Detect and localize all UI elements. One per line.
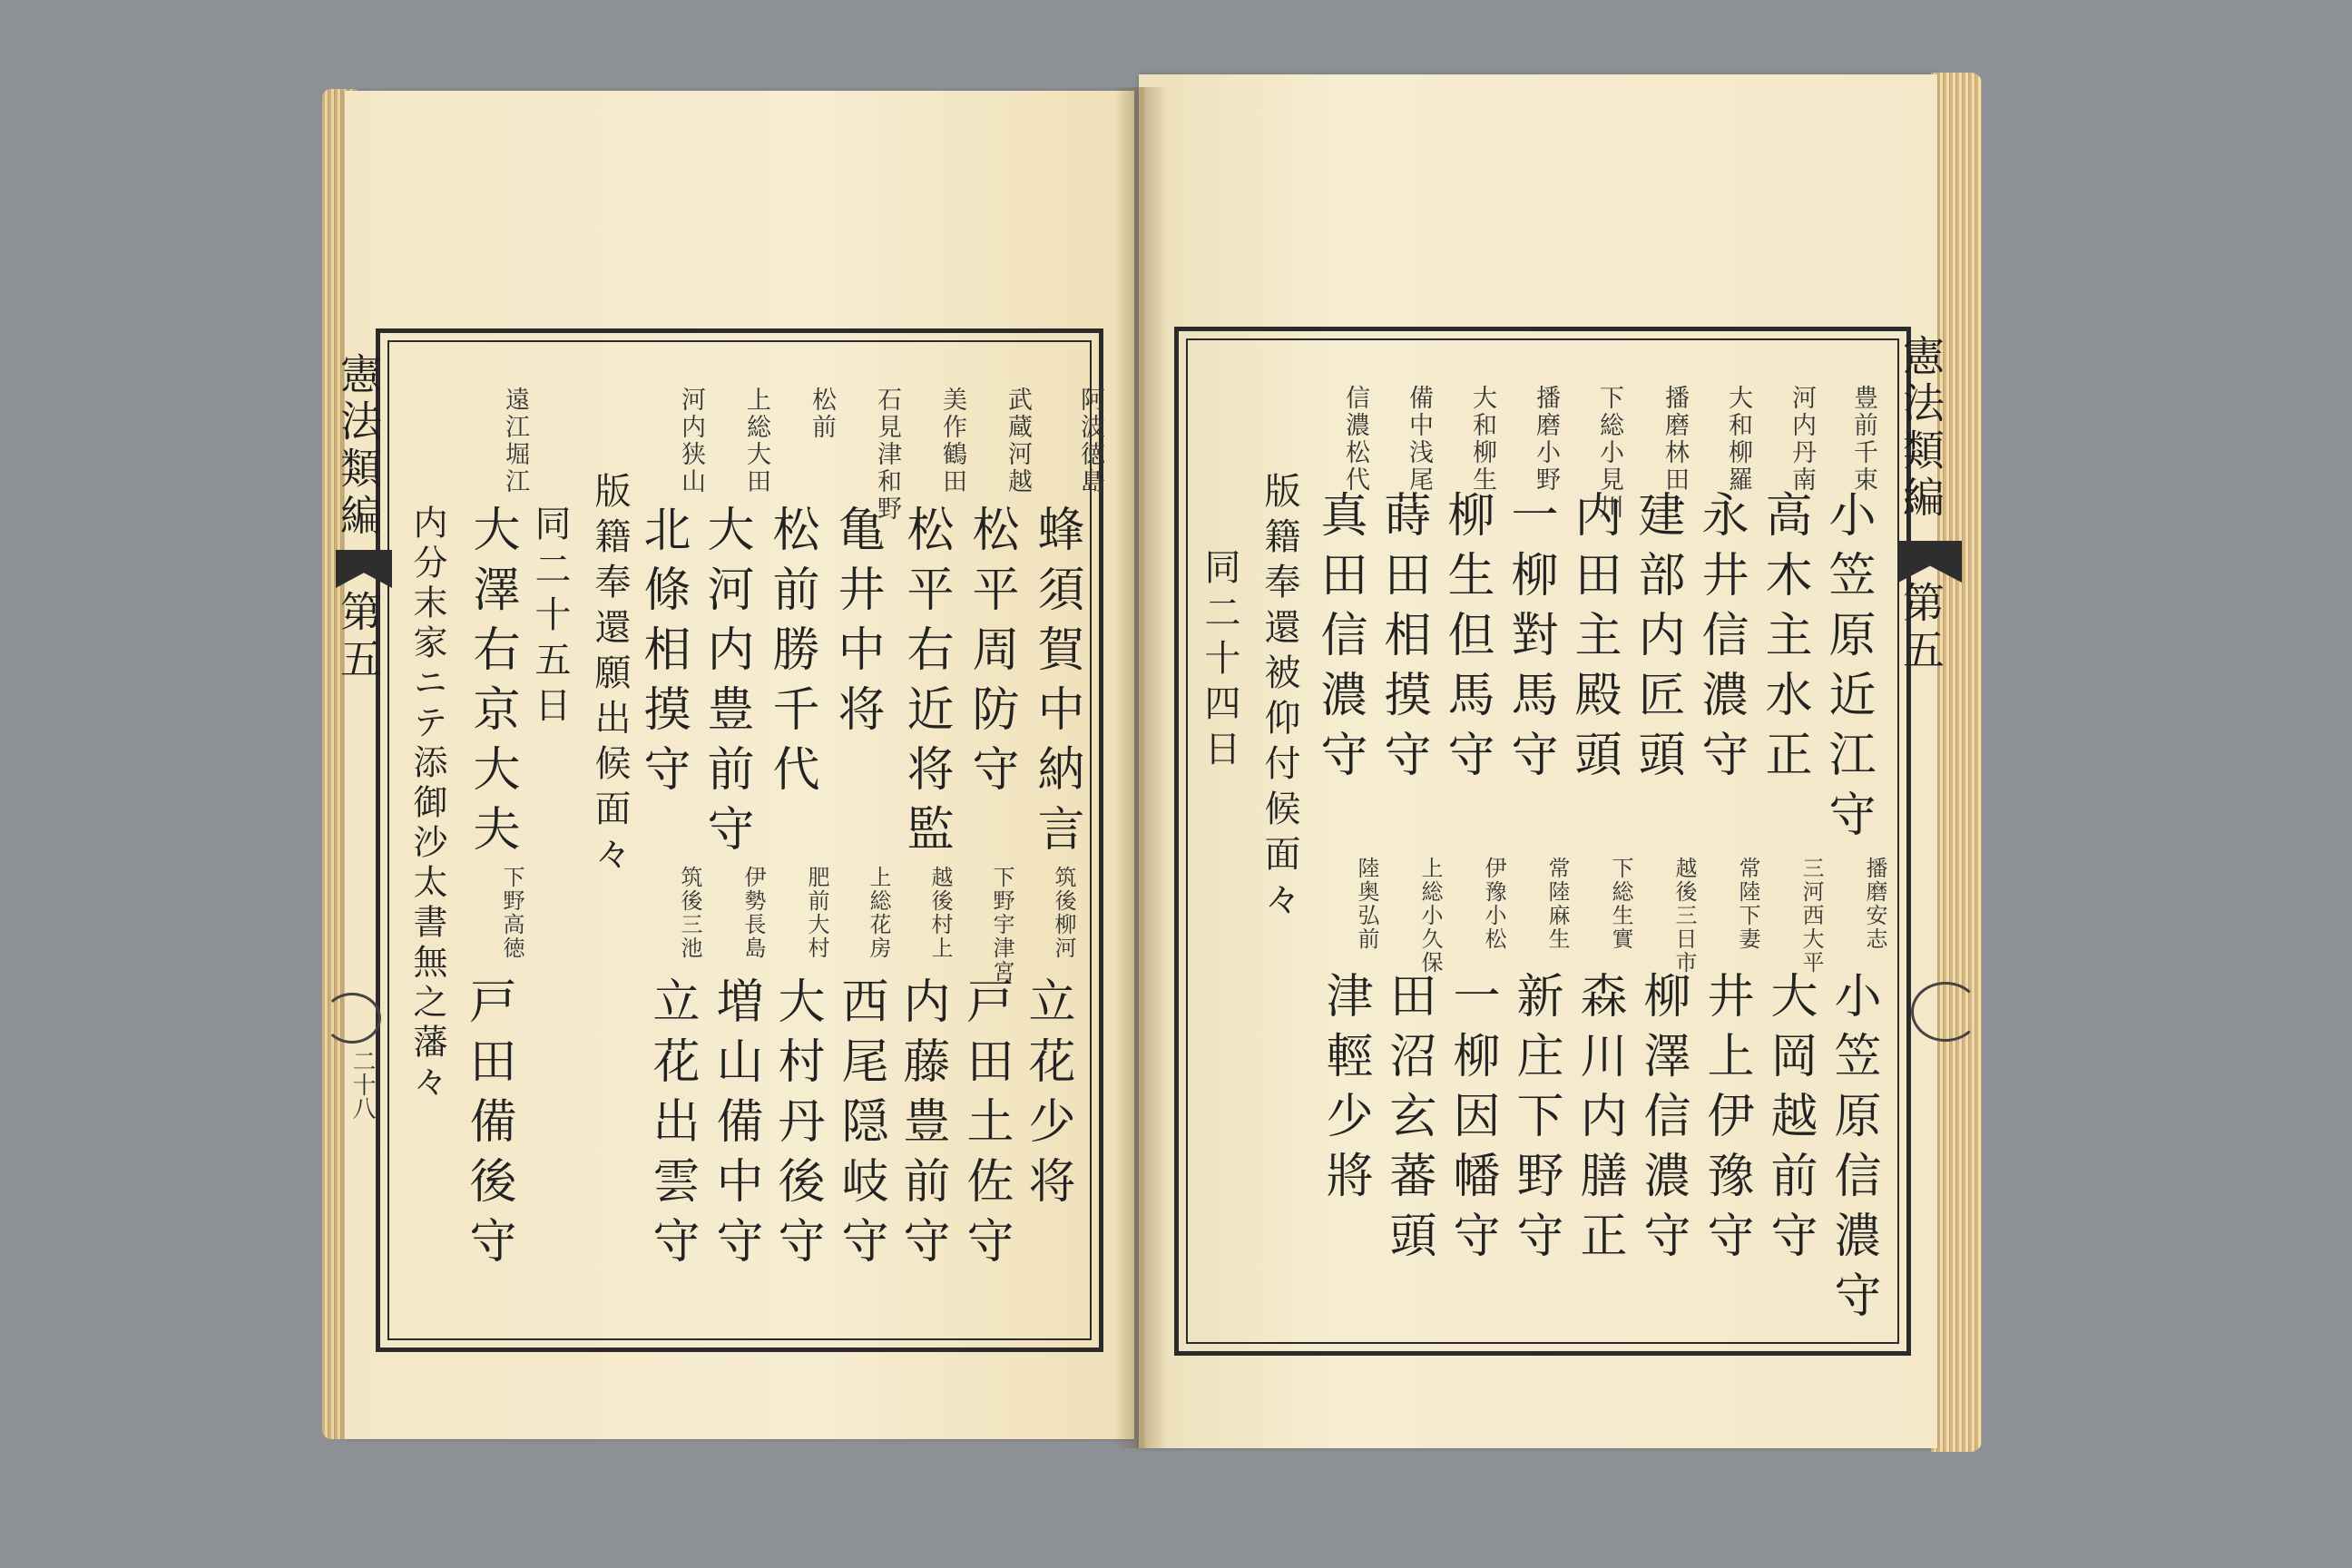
right-low-4-name: 柳澤信濃守	[1635, 971, 1690, 1270]
right-low-8-note: 上総小久保	[1417, 857, 1443, 975]
right-col-1-note: 豊前千束	[1849, 385, 1877, 494]
right-low-6-note: 常陸麻生	[1544, 857, 1570, 951]
left-low-6-note: 伊勢長島	[740, 866, 766, 960]
left-low-3-name: 内藤豊前守	[895, 976, 949, 1276]
right-low-6-name: 新庄下野守	[1508, 971, 1563, 1270]
right-col-6-note: 播磨小野	[1532, 385, 1560, 494]
left-col-4-note: 石見津和野	[873, 387, 901, 523]
right-col-4-note: 播磨林田	[1661, 385, 1689, 494]
right-col-5-name: 内田主殿頭	[1566, 490, 1621, 789]
right-col-1-name: 小笠原近江守	[1820, 490, 1875, 849]
right-low-3-name: 井上伊豫守	[1699, 971, 1753, 1270]
left-low-8-note: 下野高徳	[499, 866, 524, 960]
left-col-6-name: 大河内豊前守	[699, 505, 753, 864]
right-low-5-name: 森川内膳正	[1572, 971, 1626, 1270]
left-col-8-heading: 版籍奉還願出候面々	[589, 472, 631, 880]
left-col-7-name: 北條相摸守	[635, 505, 690, 804]
left-col-10-note: 遠江堀江	[501, 387, 529, 495]
right-col-2-note: 河内丹南	[1788, 385, 1816, 494]
right-col-9-name: 真田信濃守	[1312, 490, 1367, 789]
right-col-6-name: 一柳對馬守	[1503, 490, 1557, 789]
left-col-10-name: 大澤右京大夫	[465, 505, 519, 864]
right-low-8-name: 田沼玄蕃頭	[1381, 971, 1436, 1270]
right-col-4-name: 建部内匠頭	[1630, 490, 1684, 789]
right-low-1-note: 播磨安志	[1862, 857, 1887, 951]
left-low-2-note: 下野宇津宮	[989, 866, 1014, 984]
right-low-9-note: 陸奥弘前	[1354, 857, 1379, 951]
right-col-2-name: 高木主水正	[1757, 490, 1811, 789]
left-low-4-note: 上総花房	[866, 866, 891, 960]
book-gutter	[1114, 87, 1169, 1448]
left-binding-ring	[323, 993, 381, 1044]
right-low-7-note: 伊豫小松	[1481, 857, 1506, 951]
left-low-6-name: 増山備中守	[708, 976, 762, 1276]
left-low-1-note: 筑後柳河	[1051, 866, 1076, 960]
right-low-2-name: 大岡越前守	[1762, 971, 1817, 1270]
right-binding-ring	[1911, 982, 1980, 1042]
left-low-8-name: 戸田備後守	[461, 976, 515, 1276]
left-low-5-note: 肥前大村	[804, 866, 829, 960]
left-col-9-date: 同二十五日	[529, 505, 571, 731]
left-col-11-note: 内分末家ニテ添御沙太書無之藩々	[407, 505, 447, 1103]
left-col-5-note: 松前	[808, 387, 836, 441]
right-col-3-name: 永井信濃守	[1693, 490, 1748, 789]
left-col-3-note: 美作鶴田	[938, 387, 966, 495]
right-col-8-name: 蒔田相摸守	[1376, 490, 1430, 789]
left-spine-title: 憲法類編	[334, 352, 383, 541]
right-low-9-name: 津輕少將	[1318, 971, 1372, 1210]
left-low-7-note: 筑後三池	[677, 866, 702, 960]
left-col-2-note: 武蔵河越	[1004, 387, 1032, 495]
left-col-7-note: 河内狭山	[677, 387, 705, 495]
right-col-9-note: 信濃松代	[1341, 385, 1369, 494]
left-low-5-name: 大村丹後守	[769, 976, 824, 1276]
right-low-4-note: 越後三日市	[1671, 857, 1697, 975]
left-col-1-note: 阿波徳島	[1076, 387, 1104, 495]
left-low-2-name: 戸田土佐守	[958, 976, 1013, 1276]
left-col-2-name: 松平周防守	[964, 505, 1018, 804]
left-low-4-name: 西尾隠岐守	[833, 976, 887, 1276]
right-page-edges	[1931, 73, 1982, 1452]
right-low-7-name: 一柳因幡守	[1445, 971, 1499, 1270]
left-col-1-name: 蜂須賀中納言	[1029, 505, 1083, 864]
left-low-7-name: 立花出雲守	[644, 976, 699, 1276]
right-col-5-note: 下総小見川	[1595, 385, 1623, 521]
left-low-1-name: 立花少将	[1020, 976, 1074, 1216]
left-low-3-note: 越後村上	[927, 866, 953, 960]
right-low-5-note: 下総生實	[1608, 857, 1633, 951]
left-col-3-name: 松平右近将監	[898, 505, 953, 864]
left-col-5-name: 松前勝千代	[764, 505, 818, 804]
right-col-7-name: 柳生但馬守	[1439, 490, 1494, 789]
right-low-2-note: 三河西大平	[1798, 857, 1824, 975]
right-col-11-date: 同二十四日	[1199, 548, 1240, 775]
left-spine-volume: 第五	[334, 590, 383, 684]
left-col-4-name: 亀井中将	[829, 505, 884, 744]
right-col-7-note: 大和柳生	[1468, 385, 1496, 494]
left-page-number: 二十八	[348, 1049, 376, 1120]
right-col-8-note: 備中浅尾	[1405, 385, 1433, 494]
right-spine-title: 憲法類編	[1896, 334, 1945, 523]
right-low-1-name: 小笠原信濃守	[1826, 971, 1880, 1330]
left-col-6-note: 上総大田	[742, 387, 770, 495]
right-col-10-heading: 版籍奉還被仰付候面々	[1259, 472, 1300, 926]
right-col-3-note: 大和柳羅	[1724, 385, 1752, 494]
right-spine-volume: 第五	[1896, 581, 1945, 675]
right-low-3-note: 常陸下妻	[1735, 857, 1760, 951]
